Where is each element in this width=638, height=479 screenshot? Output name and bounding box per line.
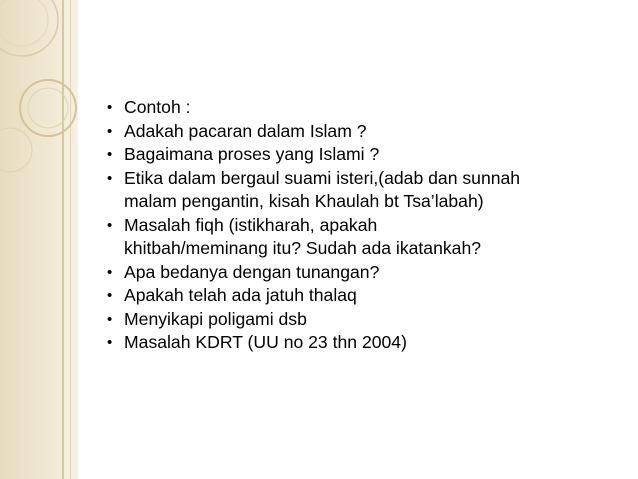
list-item: [107, 96, 632, 120]
bullet-content: [107, 96, 632, 355]
list-item-text: Menyikapi poligami dsb: [124, 308, 307, 329]
list-item: [107, 308, 632, 332]
list-item-text-continued: khitbah/meminang itu? Sudah ada ikatankah?: [124, 238, 482, 258]
list-item-text-continued: malam pengantin, kisah Khaulah bt Tsa’labah): [124, 191, 484, 211]
bullet-dot: •: [107, 310, 113, 328]
list-item: [107, 120, 632, 144]
list-item-text: Contoh :: [124, 97, 191, 117]
list-item: [107, 214, 632, 261]
list-item-text: Masalah KDRT (UU no 23 thn 2004): [124, 332, 407, 352]
bullet-list: [107, 96, 632, 355]
bullet-dot: •: [107, 216, 113, 234]
list-item-text: Apa bedanya dengan tunangan?: [124, 261, 380, 282]
decorative-side-band: [0, 0, 78, 479]
bullet-dot: •: [107, 334, 113, 351]
bullet-dot: •: [107, 122, 113, 140]
list-item: [107, 143, 632, 167]
bullet-dot: •: [107, 169, 113, 187]
list-item-text: Masalah fiqh (istikharah, apakah: [124, 214, 378, 235]
bullet-dot: •: [107, 287, 113, 304]
bullet-dot: •: [107, 263, 113, 281]
bullet-dot: •: [107, 146, 113, 163]
list-item-text: Etika dalam bergaul suami isteri,(adab dan sunnah: [124, 167, 521, 188]
decorative-circles-graphic: [0, 0, 78, 479]
list-item-text: Adakah pacaran dalam Islam ?: [124, 120, 367, 141]
list-item-text: Bagaimana proses yang Islami ?: [124, 144, 380, 164]
list-item: [107, 331, 632, 355]
list-item-text: Apakah telah ada jatuh thalaq: [124, 285, 357, 305]
list-item: [107, 261, 632, 285]
list-item: [107, 167, 632, 214]
bullet-dot: •: [107, 99, 113, 116]
list-item: [107, 284, 632, 308]
